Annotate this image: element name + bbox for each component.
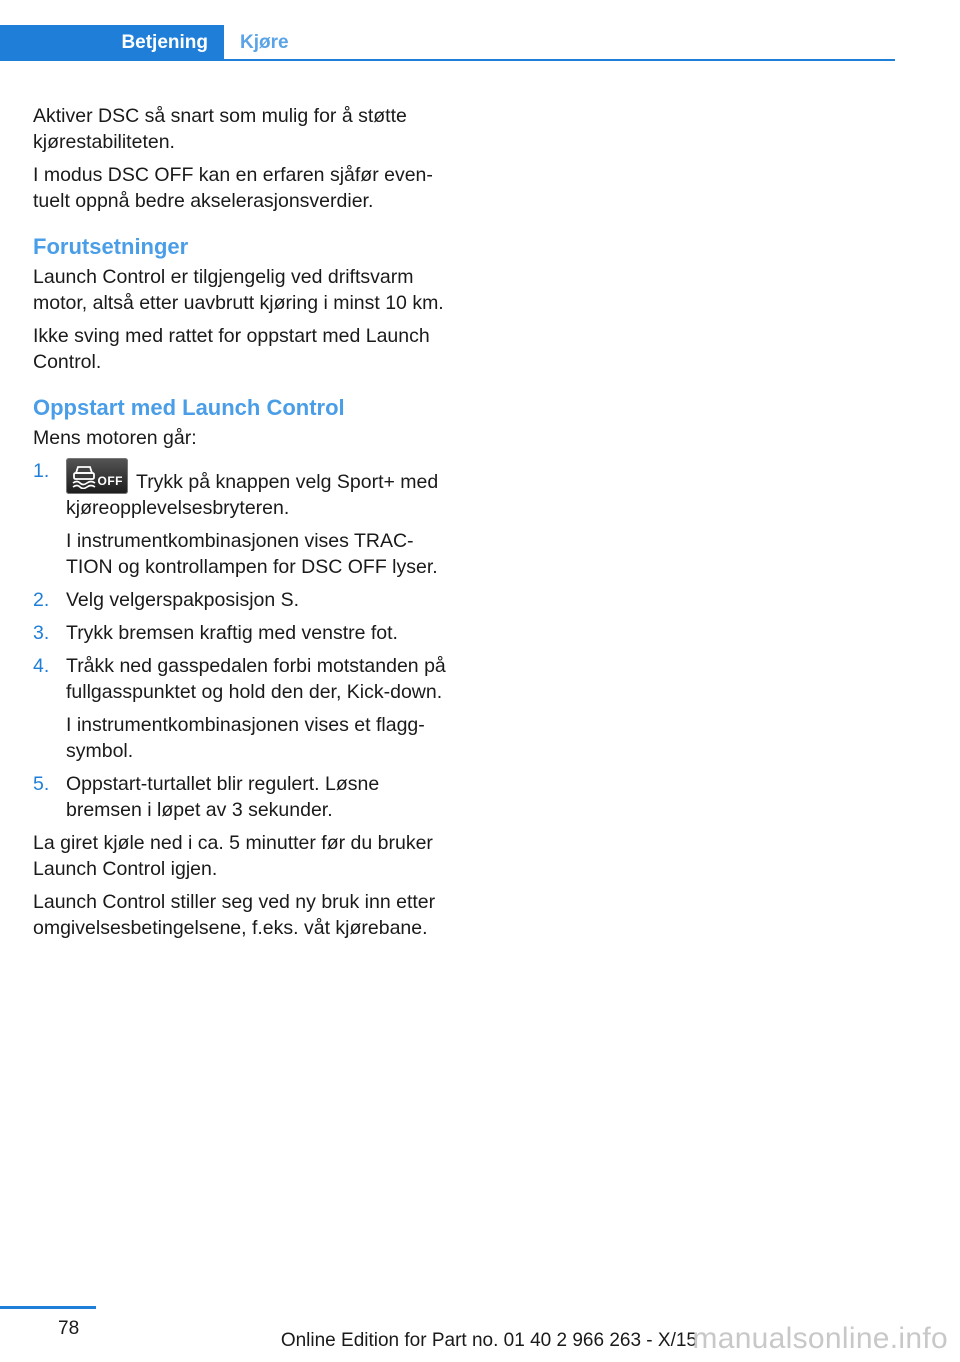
list-item (33, 458, 453, 580)
step-text: Velg velgerspakposisjon S. (66, 589, 300, 611)
chapter-tab-bar (0, 0, 895, 62)
step-text: Tråkk ned gasspedalen forbi motstanden på fullgasspunktet og hold den der, Kick-down. (66, 655, 446, 703)
footer-rule (0, 1306, 96, 1309)
dsc-off-button-icon (66, 458, 128, 494)
step-number: 1. (33, 460, 50, 482)
page-content (33, 103, 453, 948)
step-number: 3. (33, 622, 50, 644)
list-item (33, 771, 453, 823)
intro-paragraph: Aktiver DSC så snart som mulig for å støtte kjørestabiliteten. (33, 105, 407, 153)
tab-betjening[interactable]: Betjening (0, 25, 224, 61)
steps-list (33, 458, 453, 823)
step-note: I instrumentkombinasjonen vises TRAC-TION og kontrollampen for DSC OFF lyser. (66, 530, 438, 578)
section-heading-oppstart: Oppstart med Launch Control (33, 395, 345, 420)
list-item (33, 620, 453, 646)
closing-paragraph: La giret kjøle ned i ca. 5 minutter før du bruker Launch Control igjen. (33, 832, 433, 880)
step-text: Trykk bremsen kraftig med venstre fot. (66, 622, 398, 644)
edition-text: Online Edition for Part no. 01 40 2 966 263 - X/15 (280, 1330, 697, 1351)
step-number: 4. (33, 655, 50, 677)
watermark[interactable]: manualsonline.info (692, 1322, 948, 1355)
section-paragraph: Launch Control er tilgjengelig ved driftsvarm motor, altså etter uavbrutt kjøring i minst 10 km. (33, 266, 444, 314)
tab-kjore[interactable]: Kjøre (240, 32, 289, 53)
section-heading-forutsetninger: Forutsetninger (33, 234, 189, 259)
section-paragraph: Ikke sving med rattet for oppstart med Launch Control. (33, 325, 430, 373)
list-item (33, 587, 453, 613)
steps-lead: Mens motoren går: (33, 427, 197, 449)
off-label: OFF (97, 474, 123, 488)
header-rule (0, 59, 895, 61)
step-number: 5. (33, 773, 50, 795)
step-text: Trykk på knappen velg Sport+ med kjøreopplevelsesbryteren. (66, 471, 439, 519)
page-number: 78 (58, 1318, 80, 1339)
step-note: I instrumentkombinasjonen vises et flagg-symbol. (66, 714, 425, 762)
step-number: 2. (33, 589, 50, 611)
page-footer (0, 1300, 960, 1362)
list-item (33, 653, 453, 764)
intro-paragraph: I modus DSC OFF kan en erfaren sjåfør even-tuelt oppnå bedre akselerasjonsverdier. (33, 164, 433, 212)
step-text: Oppstart-turtallet blir regulert. Løsne bremsen i løpet av 3 sekunder. (66, 773, 380, 821)
closing-paragraph: Launch Control stiller seg ved ny bruk inn etter omgivelsesbetingelsene, f.eks. våt kjørebane. (33, 891, 436, 939)
